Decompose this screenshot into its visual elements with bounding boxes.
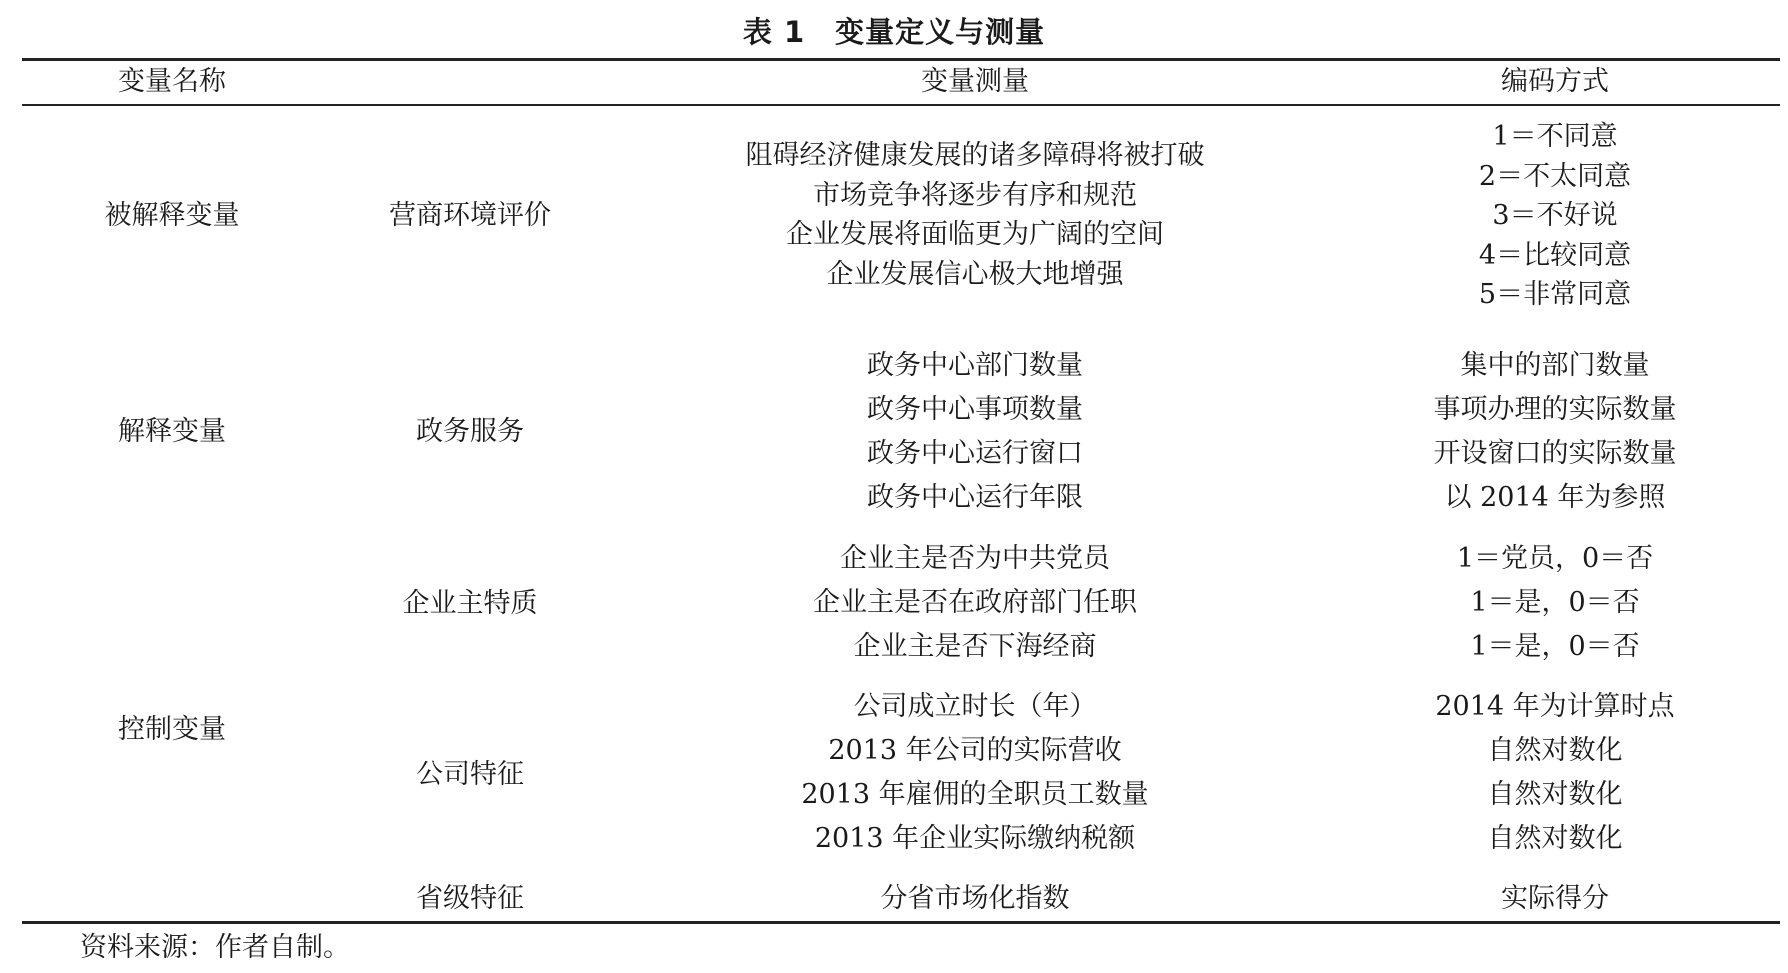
coding-item: 2014 年为计算时点 xyxy=(1435,691,1675,722)
coding-list xyxy=(1350,344,1760,520)
bottom-rule xyxy=(22,921,1780,924)
measure-item: 企业发展将面临更为广阔的空间 xyxy=(786,219,1164,250)
table-title: 表 1 变量定义与测量 xyxy=(742,15,1046,49)
measure-item: 企业主是否为中共党员 xyxy=(840,543,1110,574)
coding-item: 以 2014 年为参照 xyxy=(1444,482,1666,513)
header-rule xyxy=(22,104,1780,106)
coding-item: 1＝党员，0＝否 xyxy=(1456,543,1654,574)
measure-item: 阻碍经济健康发展的诸多障碍将被打破 xyxy=(745,140,1205,171)
measure-item: 公司成立时长（年） xyxy=(853,691,1097,722)
measure-item: 企业发展信心极大地增强 xyxy=(826,258,1124,290)
coding-item: 1＝是，0＝否 xyxy=(1470,631,1640,662)
coding-list xyxy=(1350,537,1760,669)
coding-item: 事项办理的实际数量 xyxy=(1433,394,1677,425)
variable-name: 营商环境评价 xyxy=(389,200,551,231)
coding-item: 实际得分 xyxy=(1501,883,1609,914)
measure-list xyxy=(680,136,1270,294)
measure-item: 政务中心运行年限 xyxy=(867,482,1083,513)
measure-item: 政务中心事项数量 xyxy=(867,394,1083,425)
coding-item: 1＝不同意 xyxy=(1492,121,1618,152)
measure-item: 政务中心运行窗口 xyxy=(867,438,1083,469)
header-coding-method: 编码方式 xyxy=(1501,66,1609,97)
coding-item: 4＝比较同意 xyxy=(1478,239,1632,271)
coding-item: 5＝非常同意 xyxy=(1478,279,1632,310)
measure-item: 2013 年公司的实际营收 xyxy=(828,735,1122,766)
coding-item: 3＝不好说 xyxy=(1492,200,1618,231)
coding-item: 1＝是，0＝否 xyxy=(1470,587,1640,618)
measure-list xyxy=(680,537,1270,669)
group-label-control: 控制变量 xyxy=(118,714,226,745)
measure-item: 分省市场化指数 xyxy=(880,883,1070,914)
coding-list xyxy=(1350,685,1760,861)
variable-name: 公司特征 xyxy=(416,759,524,790)
variable-name: 企业主特质 xyxy=(402,588,538,619)
coding-item: 开设窗口的实际数量 xyxy=(1433,438,1677,469)
measure-item: 2013 年企业实际缴纳税额 xyxy=(814,823,1136,854)
coding-item: 自然对数化 xyxy=(1487,735,1623,766)
variable-name: 省级特征 xyxy=(416,883,524,914)
measure-item: 2013 年雇佣的全职员工数量 xyxy=(801,779,1149,810)
header-variable-name: 变量名称 xyxy=(118,66,226,97)
measure-list xyxy=(680,685,1270,861)
coding-item: 自然对数化 xyxy=(1487,823,1623,854)
coding-item: 自然对数化 xyxy=(1487,779,1623,810)
group-label-explanatory: 解释变量 xyxy=(118,416,226,447)
measure-item: 企业主是否下海经商 xyxy=(853,631,1097,662)
coding-item: 集中的部门数量 xyxy=(1460,350,1650,381)
coding-list xyxy=(1350,117,1760,315)
measure-item: 市场竞争将逐步有序和规范 xyxy=(813,179,1137,211)
coding-item: 2＝不太同意 xyxy=(1478,160,1632,192)
measure-item: 政务中心部门数量 xyxy=(867,350,1083,381)
measure-item: 企业主是否在政府部门任职 xyxy=(813,587,1137,618)
measure-list xyxy=(680,344,1270,520)
header-variable-measure: 变量测量 xyxy=(921,66,1029,97)
variable-name: 政务服务 xyxy=(416,416,524,447)
source-note: 资料来源：作者自制。 xyxy=(80,932,350,963)
group-label-dependent: 被解释变量 xyxy=(104,200,240,231)
